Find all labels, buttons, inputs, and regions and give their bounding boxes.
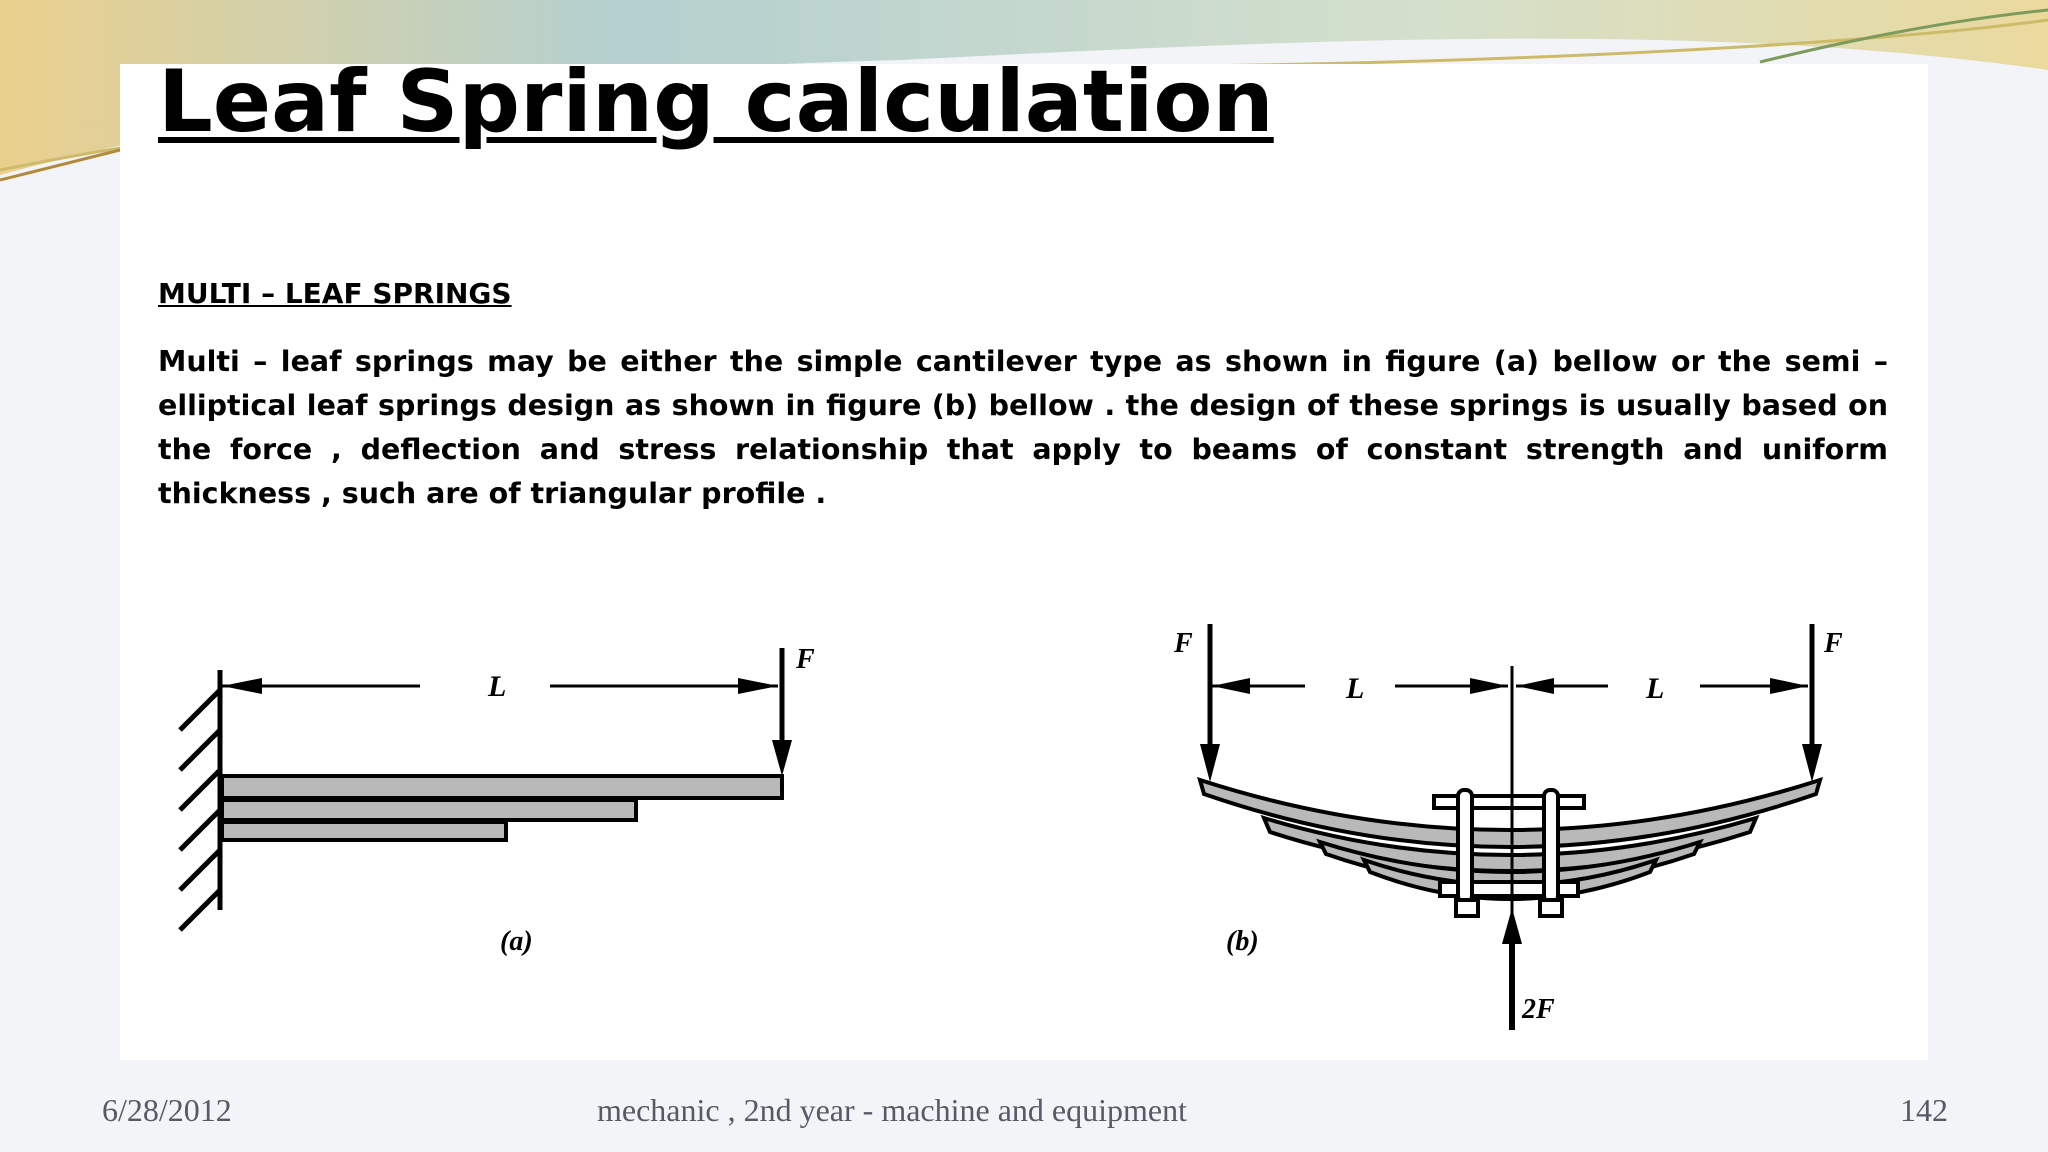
page-number: 142 [1900,1092,1948,1128]
figure-b-right-length-label: L [1646,672,1665,705]
figure-a-force-label: F [796,644,815,675]
figure-b-caption: (b) [1226,926,1259,957]
figure-b-semi-elliptical-spring [1160,610,1860,1040]
figure-a-cantilever-spring [170,640,850,980]
figure-b-right-force-label: F [1824,628,1843,659]
footer-title: mechanic , 2nd year - machine and equipment [597,1092,1187,1128]
figure-b-left-length-label: L [1346,672,1365,705]
figure-a-length-label: L [488,670,507,703]
section-heading: MULTI – LEAF SPRINGS [158,277,512,310]
footer-date: 6/28/2012 [102,1092,232,1128]
figure-b-left-force-label: F [1174,628,1193,659]
figure-a-caption: (a) [500,926,533,957]
figure-b-center-force-label: 2F [1522,994,1555,1025]
body-paragraph: Multi – leaf springs may be either the simple cantilever type as shown in figure (a) bellow or the semi – elliptical leaf springs design as shown in figure (b) bellow . the design of these springs is usually based on the force , deflection and stress relationship that apply to beams of constant strength and uniform thickness , such are of triangular profile . [158,345,1888,510]
slide-title: Leaf Spring calculation [158,52,1274,152]
